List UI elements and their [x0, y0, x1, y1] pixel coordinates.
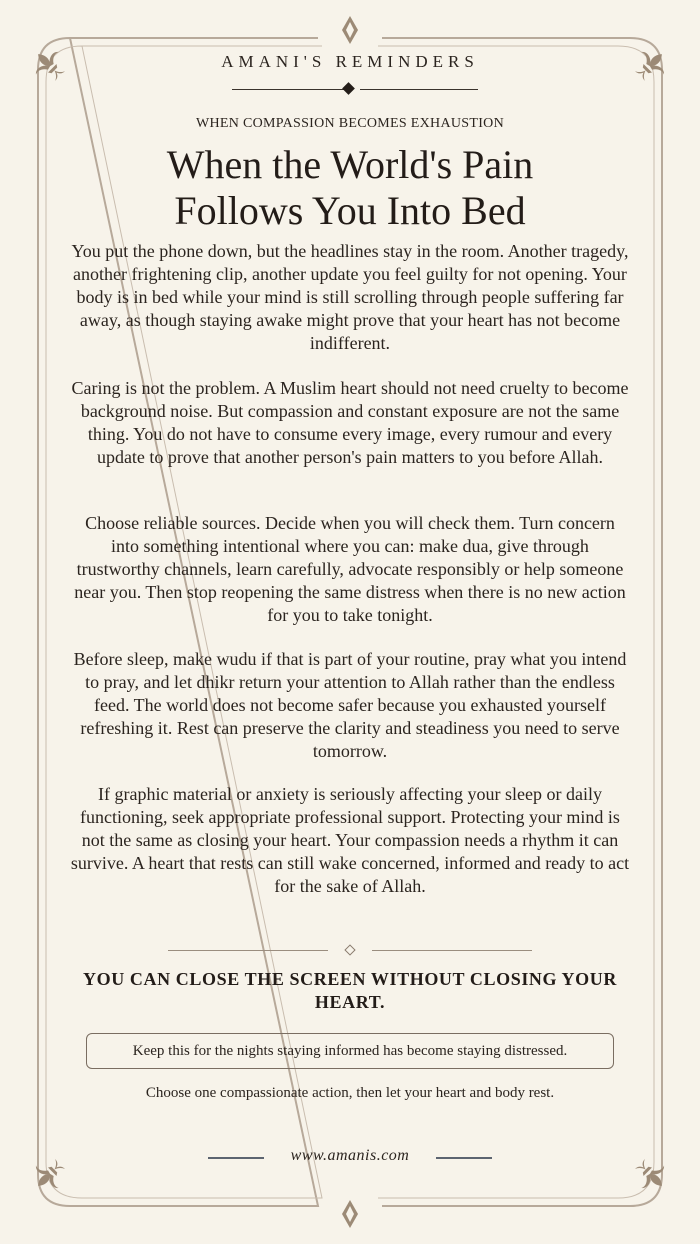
brand-diamond-icon: [342, 82, 355, 95]
body-paragraph-5: If graphic material or anxiety is seriously affecting your sleep or daily functioning, seek appropriate professional support. Protecting your mind is not the same as closing your heart. Your compassion needs a rhythm it can survive. A heart that rests can still wake concerned, informed and ready to act for the sake of Allah.: [70, 784, 630, 896]
body-paragraph-4: Before sleep, make wudu if that is part of your routine, pray what you intend to pray, and let dhikr return your attention to Allah rather than the endless feed. The world does not become safer because you exhausted yourself refreshing it. Rest can preserve the clarity and steadiness you need to serve tomorrow.: [73, 649, 627, 761]
brand-rule-left: [232, 89, 350, 90]
body-paragraph-2: Caring is not the problem. A Muslim heart should not need cruelty to become background noise. But compassion and constant exposure are not the same thing. You do not have to consume every image, every rumour and every update to prove that another person's pain matters to you before Allah.: [71, 378, 629, 467]
title-line-1: When the World's Pain: [166, 142, 534, 187]
body-paragraph-3: Choose reliable sources. Decide when you will check them. Turn concern into something intentional where you can: make dua, give through trustworthy channels, learn carefully, advocate responsibly or help someone near you. Then stop reopening the same distress when there is no new action for you to take tonight.: [74, 513, 626, 625]
website-rule-right: [436, 1157, 492, 1159]
eyebrow-label: WHEN COMPASSION BECOMES EXHAUSTION: [196, 116, 504, 131]
closing-headline: YOU CAN CLOSE THE SCREEN WITHOUT CLOSING YOUR HEART.: [83, 969, 617, 1012]
action-note: Choose one compassionate action, then let your heart and body rest.: [145, 1085, 555, 1101]
divider-diamond-icon: [344, 944, 355, 955]
body-paragraph-1: You put the phone down, but the headlines stay in the room. Another tragedy, another frightening clip, another update you feel guilty for not opening. Your body is in bed while your mind is still scrolling through people suffering far away, as though staying awake might prove that your heart has not become indifferent.: [71, 241, 629, 353]
page-title: [40, 142, 660, 234]
divider-right: [372, 950, 532, 951]
brand-rule-right: [360, 89, 478, 90]
brand-name: AMANI'S REMINDERS: [221, 52, 479, 71]
keep-note-box: Keep this for the nights staying informed has become staying distressed.: [86, 1033, 614, 1069]
divider-left: [168, 950, 328, 951]
website-link[interactable]: www.amanis.com: [290, 1147, 410, 1164]
title-line-2: Follows You Into Bed: [174, 188, 526, 233]
